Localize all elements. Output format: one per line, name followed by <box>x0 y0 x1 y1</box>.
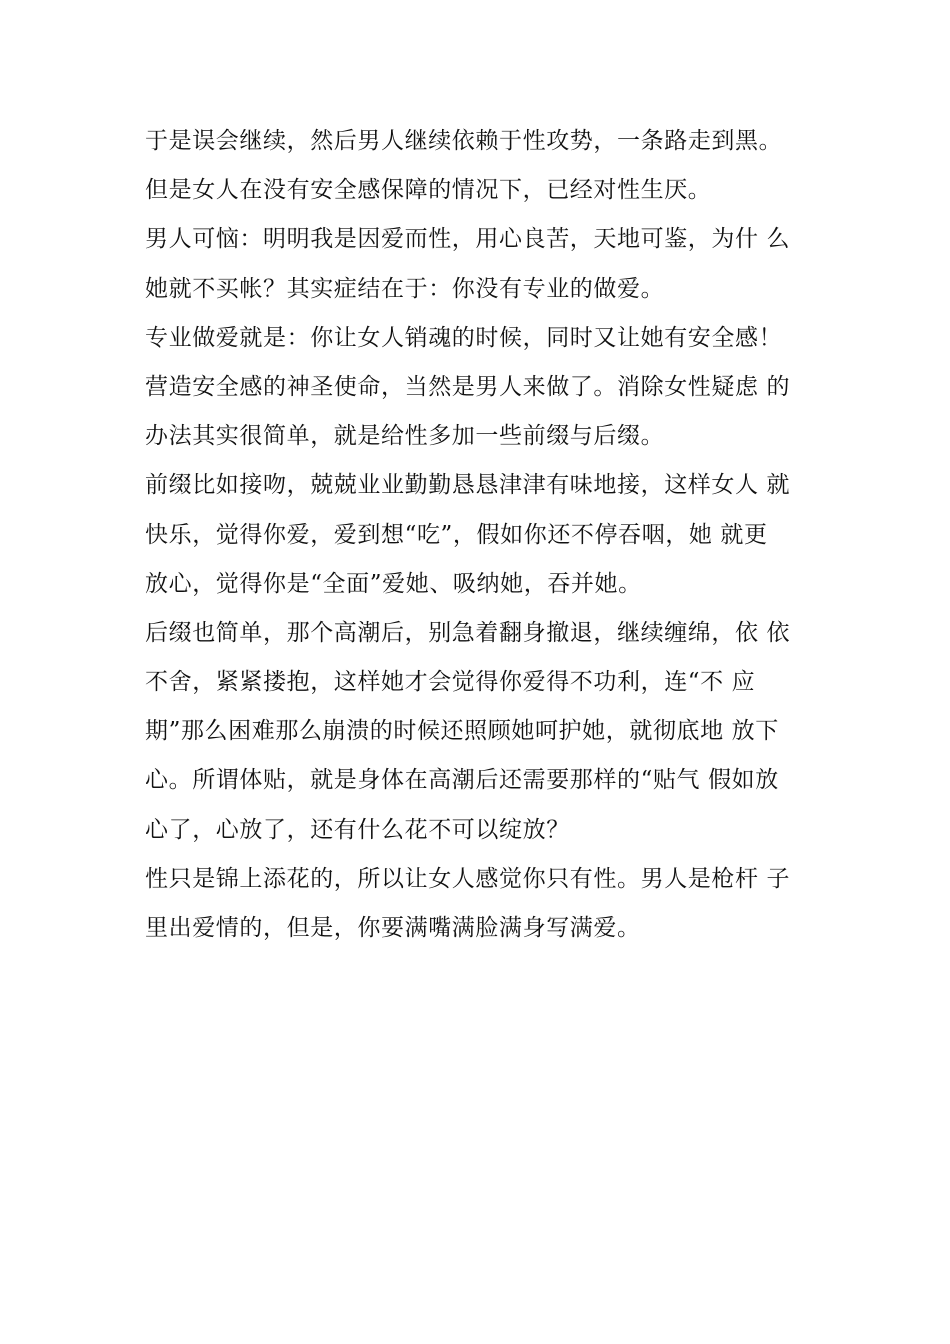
text-line: 办法其实很简单，就是给性多加一些前缀与后缀。 <box>145 423 665 450</box>
text-line: 心。所谓体贴，就是身体在高潮后还需要那样的“贴气 假如放 <box>145 767 779 794</box>
text-line: 不舍，紧紧搂抱，这样她才会觉得你爱得不功利，连“不 应 <box>145 669 756 696</box>
text-line: 于是误会继续，然后男人继续依赖于性攻势，一条路走到黑。 <box>145 128 783 154</box>
text-line: 男人可恼：明明我是因爱而性，用心良苦，天地可鉴，为什 么 <box>145 226 791 253</box>
text-line: 性只是锦上添花的，所以让女人感觉你只有性。男人是枪杆 子 <box>145 865 791 892</box>
text-line: 营造安全感的神圣使命，当然是男人来做了。消除女性疑虑 的 <box>145 373 791 400</box>
text-line: 后缀也简单，那个高潮后，别急着翻身撤退，继续缠绵，依 依 <box>145 619 791 646</box>
text-line: 她就不买帐？其实症结在于：你没有专业的做爱。 <box>145 275 665 302</box>
text-line: 但是女人在没有安全感保障的情况下，已经对性生厌。 <box>145 177 712 204</box>
text-line: 专业做爱就是：你让女人销魂的时候，同时又让她有安全感！ <box>145 324 783 351</box>
text-line: 前缀比如接吻，兢兢业业勤勤恳恳津津有味地接，这样女人 就 <box>145 472 791 499</box>
text-line: 期”那么困难那么崩溃的时候还照顾她呵护她，就彻底地 放下 <box>145 718 779 745</box>
body-text <box>145 117 845 953</box>
text-line: 放心，觉得你是“全面”爱她、吸纳她，吞并她。 <box>145 570 642 597</box>
text-line: 心了，心放了，还有什么花不可以绽放？ <box>145 816 570 843</box>
text-line: 快乐，觉得你爱，爱到想“吃”，假如你还不停吞咽，她 就更 <box>145 521 768 548</box>
text-line: 里出爱情的，但是，你要满嘴满脸满身写满爱。 <box>145 915 641 941</box>
